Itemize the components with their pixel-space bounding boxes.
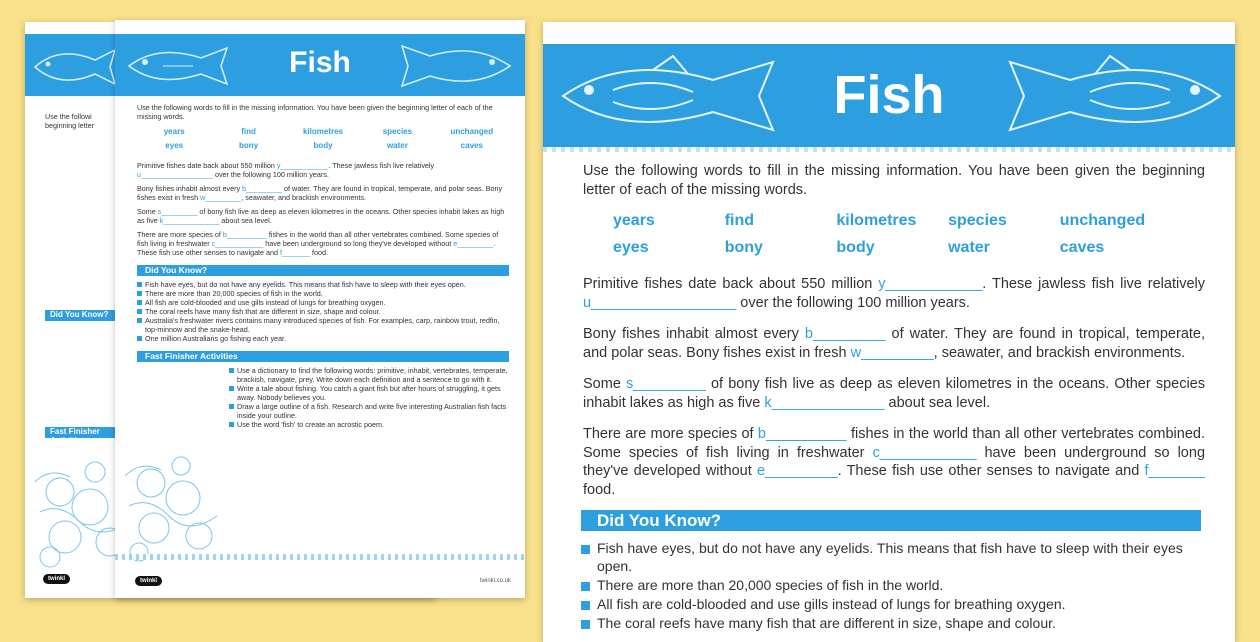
coral-reef-illustration-icon: [121, 448, 221, 566]
fill-in-blank[interactable]: u__________________: [583, 294, 737, 311]
fill-in-blank[interactable]: b_________: [242, 184, 283, 193]
twinkl-logo: twinkl: [135, 576, 162, 586]
did-you-know-heading: Did You Know?: [137, 265, 509, 276]
paragraph-text: of water. They are found in tropical, temperate, and polar seas. Bony fishes exist in fresh: [583, 326, 1206, 361]
did-you-know-heading: Did You Know?: [581, 510, 1201, 531]
instructions: Use the following words to fill in the missing information. You have been given the beginning letter of each of the missing words.: [583, 163, 1205, 198]
word-bank-item: unchanged: [1059, 212, 1146, 230]
worksheet-preview-page: [115, 20, 525, 598]
word-bank-item: years: [163, 127, 185, 136]
fill-in-blank[interactable]: y____________: [878, 276, 983, 293]
paragraph-text: . These jawless fish live relatively: [982, 276, 1205, 293]
word-bank: [613, 211, 1205, 258]
word-bank-item: caves: [460, 141, 483, 150]
word-bank-item: eyes: [165, 141, 184, 150]
paragraph-text: . These fish use other senses to navigate and: [837, 463, 1145, 480]
decorative-border: [115, 554, 525, 560]
fill-in-blank[interactable]: w_________: [850, 344, 934, 361]
cloze-paragraphs: [137, 161, 509, 257]
fish-illustration-icon: [380, 40, 520, 92]
fill-in-blank[interactable]: w_________: [200, 193, 242, 202]
footer-url: twinkl.co.uk: [479, 578, 511, 584]
decorative-border: [543, 147, 1235, 152]
paragraph-text: of water. They are found in tropical, temperate, and polar seas. Bony fishes exist in fresh: [137, 184, 503, 202]
list-item: There are more than 20,000 species of fish in the world.: [581, 577, 1205, 595]
cloze-paragraph: [137, 207, 509, 225]
paragraph-text: Bony fishes inhabit almost every: [137, 184, 243, 193]
paragraph-text: have been underground so long they've developed without: [263, 239, 454, 248]
paragraph-text: over the following 100 million years.: [736, 294, 970, 311]
fill-in-blank[interactable]: y____________: [276, 161, 329, 170]
list-item: Use the word 'fish' to create an acrostic poem.: [229, 420, 509, 429]
fill-in-blank[interactable]: k______________: [764, 394, 885, 411]
fast-finisher-heading: Fast Finisher Activities: [45, 427, 130, 438]
word-bank-item: caves: [1059, 238, 1105, 256]
list-item: All fish are cold-blooded and use gills instead of lungs for breathing oxygen.: [137, 298, 509, 307]
worksheet-content: [137, 103, 509, 429]
worksheet-main-page: [543, 22, 1235, 642]
instructions: Use the following words to fill in the missing information. You have been given the beginning letter of each of the missing words.: [137, 103, 493, 121]
fast-finisher-heading: Fast Finisher Activities: [137, 351, 509, 362]
fast-finisher-list: [229, 366, 509, 429]
list-item: All fish are cold-blooded and use gills instead of lungs for breathing oxygen.: [581, 596, 1205, 614]
paragraph-text: food.: [583, 481, 616, 498]
cloze-paragraph: [137, 184, 509, 202]
fill-in-blank[interactable]: k______________: [159, 216, 220, 225]
paragraph-text: of bony fish live as deep as eleven kilometres in the oceans. Other species inhabit lakes as high as five: [583, 376, 1205, 411]
word-bank-item: bony: [239, 141, 259, 150]
list-item: Draw a large outline of a fish. Research and write five interesting Australian fish facts inside your outline.: [229, 402, 509, 420]
word-bank-item: body: [836, 238, 875, 256]
paragraph-text: Some: [137, 207, 158, 216]
paragraph-text: fishes in the world than all other vertebrates combined. Some species of fish living in freshwater: [137, 230, 499, 248]
paragraph-text: of bony fish live as deep as eleven kilometres in the oceans. Other species inhabit lakes as high as five: [137, 207, 505, 225]
fill-in-blank[interactable]: s_________: [626, 376, 706, 393]
fill-in-blank[interactable]: c____________: [872, 444, 977, 461]
list-item: One million Australians go fishing each year.: [137, 334, 509, 343]
list-item: There are more than 20,000 species of fish in the world.: [137, 289, 509, 298]
worksheet-title: Fish: [289, 46, 351, 79]
fill-in-blank[interactable]: f_______: [280, 248, 311, 257]
word-bank-item: find: [241, 127, 256, 136]
fill-in-blank[interactable]: e_________: [756, 463, 838, 480]
worksheet-content: [583, 162, 1205, 513]
cloze-paragraph: [583, 325, 1205, 362]
fill-in-blank[interactable]: b__________: [222, 230, 267, 239]
word-bank-item: water: [386, 141, 408, 150]
banner: [115, 34, 525, 96]
cloze-paragraph: [583, 425, 1205, 499]
word-bank-item: kilometres: [302, 127, 343, 136]
word-bank-item: water: [948, 238, 990, 256]
list-item: Fish have eyes, but do not have any eyelids. This means that fish have to sleep with their eyes open.: [137, 280, 509, 289]
worksheet-title: Fish: [833, 65, 945, 125]
paragraph-text: have been underground so long they've developed without: [583, 444, 1206, 480]
fill-in-blank[interactable]: b__________: [757, 426, 847, 443]
paragraph-text: about sea level.: [219, 216, 272, 225]
list-item: Use a dictionary to find the following words: primitive, inhabit, vertebrates, temperate, brackish, navigate, prey. Write down each definition and a sentence to go with it.: [229, 366, 509, 384]
did-you-know-list: [137, 280, 509, 343]
word-bank-item: species: [948, 212, 1007, 230]
list-item: Fish have eyes, but do not have any eyelids. This means that fish have to sleep with their eyes open.: [581, 540, 1205, 576]
fish-illustration-icon: [985, 50, 1230, 142]
fill-in-blank[interactable]: u__________________: [137, 170, 213, 179]
paragraph-text: over the following 100 million years.: [212, 170, 329, 179]
paragraph-text: about sea level.: [884, 394, 991, 411]
paragraph-text: Primitive fishes date back about 550 million: [583, 276, 879, 293]
paragraph-text: . These fish use other senses to navigate and: [137, 239, 496, 257]
fill-in-blank[interactable]: e_________: [453, 239, 494, 248]
word-bank-item: unchanged: [450, 127, 494, 136]
cloze-paragraph: [137, 230, 509, 257]
banner: [543, 44, 1235, 147]
paragraph-text: Primitive fishes date back about 550 million: [137, 161, 277, 170]
paragraph-text: Some: [583, 376, 627, 393]
did-you-know-heading: Did You Know?: [45, 310, 130, 321]
cloze-paragraphs: [583, 275, 1205, 499]
footer: [115, 576, 525, 598]
word-bank: [137, 127, 509, 151]
fill-in-blank[interactable]: c____________: [211, 239, 264, 248]
word-bank-item: body: [313, 141, 333, 150]
list-item: The coral reefs have many fish that are different in size, shape and colour.: [581, 615, 1205, 633]
cloze-paragraph: [583, 375, 1205, 412]
word-bank-item: kilometres: [836, 212, 917, 230]
paragraph-text: Bony fishes inhabit almost every: [583, 326, 805, 343]
paragraph-text: . These jawless fish live relatively: [328, 161, 435, 170]
paragraph-text: , seawater, and brackish environments.: [933, 344, 1186, 361]
word-bank-item: years: [613, 212, 655, 230]
paragraph-text: food.: [310, 248, 329, 257]
list-item: Write a tale about fishing. You catch a giant fish but after hours of struggling, it gets away. Nobody believes you.: [229, 384, 509, 402]
cloze-paragraph: [137, 161, 509, 179]
fill-in-blank[interactable]: s_________: [157, 207, 198, 216]
fill-in-blank[interactable]: f_______: [1144, 463, 1205, 480]
word-bank-item: species: [382, 127, 413, 136]
word-bank-item: eyes: [613, 238, 649, 256]
twinkl-logo: twinkl: [43, 574, 70, 584]
paragraph-text: , seawater, and brackish environments.: [241, 193, 366, 202]
cloze-paragraph: [583, 275, 1205, 312]
fish-illustration-icon: [30, 42, 120, 92]
list-item: The coral reefs have many fish that are different in size, shape and colour.: [137, 307, 509, 316]
paragraph-text: There are more species of: [137, 230, 223, 239]
list-item: Australia's freshwater rivers contains many introduced species of fish. For examples, carp, rainbow trout, redfin, top-minnow and the snake-head.: [137, 316, 509, 334]
word-bank-item: find: [724, 212, 755, 230]
word-bank-item: bony: [724, 238, 763, 256]
partial-text: Use the followi beginning letter: [45, 112, 95, 130]
paragraph-text: fishes in the world than all other vertebrates combined. Some species of fish living in freshwater: [583, 426, 1205, 461]
did-you-know-list: [581, 540, 1205, 634]
paragraph-text: There are more species of: [583, 426, 758, 443]
fill-in-blank[interactable]: b_________: [804, 326, 886, 343]
